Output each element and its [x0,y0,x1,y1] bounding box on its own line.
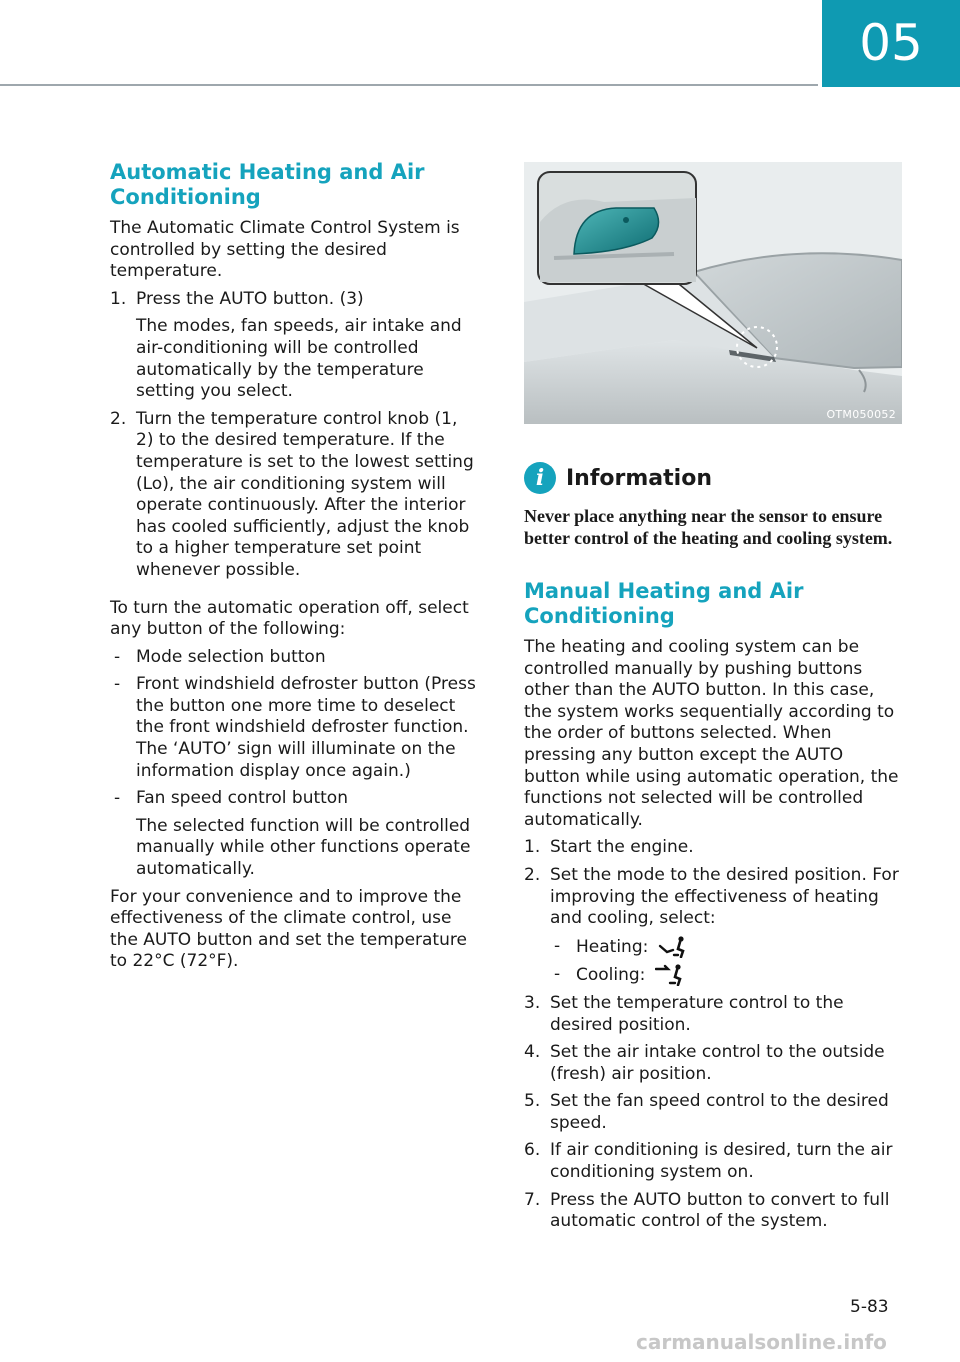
manual-steps [524,837,904,1233]
step-text: Set the mode to the desired position. For improving the effectiveness of heating and cooling, select: [550,864,899,929]
off-item-text: Front windshield defroster button (Press the button one more time to deselect the front windshield defroster function. The ‘AUTO’ sign will illuminate on the information display once again.) [136,674,476,781]
step-number: 7. [524,1189,541,1210]
list-item: - Fan speed control button The selected function will be controlled manually while other functions operate automatically. [110,788,480,880]
right-column [524,160,904,1239]
convenience-note: For your convenience and to improve the effectiveness of the climate control, use the AUTO button and set the temperature to 22°C (72°F). [110,886,467,972]
step-text: Press the AUTO button. (3) [136,288,364,309]
list-item [524,993,904,1036]
step-text: If air conditioning is desired, turn the air conditioning system on. [550,1140,893,1183]
list-item [110,289,480,403]
list-item [524,1140,904,1183]
figure-code: OTM050052 [826,408,896,421]
watermark[interactable]: carmanualsonline.info [636,1330,887,1354]
step-subtext: The modes, fan speeds, air intake and air-conditioning will be controlled automatically by the temperature setting you select. [136,316,462,402]
step-number: 4. [524,1042,541,1063]
left-column [110,160,480,973]
list-item [524,1190,904,1233]
info-text: Never place anything near the sensor to ensure better control of the heating and cooling system. [524,506,893,548]
step-number: 2. [110,408,127,429]
off-button-list [110,647,480,881]
step-text: Press the AUTO button to convert to full automatic control of the system. [550,1189,890,1232]
info-title: Information [566,465,712,491]
step-text: Set the fan speed control to the desired speed. [550,1091,889,1133]
off-item-text: Mode selection button [136,646,326,667]
list-item [524,837,904,859]
sensor-figure [524,162,902,424]
page-number: 5-83 [850,1297,889,1317]
step-number: 1. [524,837,541,858]
off-item-subtext: The selected function will be controlled manually while other functions operate automatically. [136,815,471,880]
floor-mode-icon [658,936,688,958]
step-text: Set the air intake control to the outside (fresh) air position. [550,1042,885,1084]
info-header [524,462,904,494]
list-item: - Mode selection button [114,646,326,667]
step-number: 5. [524,1091,541,1112]
automatic-steps [110,289,480,582]
list-item [110,409,480,582]
windshield-sensor-illustration [524,162,902,424]
step-number: 1. [110,288,127,309]
mode-option-label: Cooling: [576,965,646,986]
automatic-off-intro: To turn the automatic operation off, select any button of the following: [110,597,469,640]
step-number: 6. [524,1140,541,1161]
step-number: 3. [524,992,541,1013]
mode-option-cooling: - Cooling: [550,964,904,987]
manual-intro: The heating and cooling system can be controlled manually by pushing buttons other than the AUTO button. In this case, the system works sequentially according to the order of buttons selected. When pressing any button except the AUTO button while using automatic operation, the functions not selected will be controlled automatically. [524,637,899,830]
section-heading-automatic: Automatic Heating and Air Conditioning [110,160,425,209]
info-icon: i [524,462,556,494]
mode-option-label: Heating: [576,936,649,957]
off-item-text: Fan speed control button [136,788,348,809]
list-item: - Front windshield defroster button (Press the button one more time to deselect the front windshield defroster function. The ‘AUTO’ sign will illuminate on the information display once again.) [114,674,476,781]
section-heading-manual: Manual Heating and Air Conditioning [524,579,804,628]
step-text: Start the engine. [550,837,694,858]
step-text: Turn the temperature control knob (1, 2) to the desired temperature. If the temperature is set to the lowest setting (Lo), the air conditioning system will operate continuously. After the interior has cooled sufficiently, adjust the knob to a higher temperature set point whenever possible. [136,408,474,580]
automatic-intro: The Automatic Climate Control System is controlled by setting the desired temperature. [110,218,460,282]
list-item [524,1091,904,1134]
header-rule [0,84,818,86]
mode-option-heating: - Heating: [550,936,904,959]
face-mode-icon [655,964,685,986]
chapter-tab: 05 [822,0,960,87]
list-item [524,1042,904,1085]
step-number: 2. [524,864,541,885]
step-text: Set the temperature control to the desired position. [550,992,844,1035]
list-item [524,865,904,987]
